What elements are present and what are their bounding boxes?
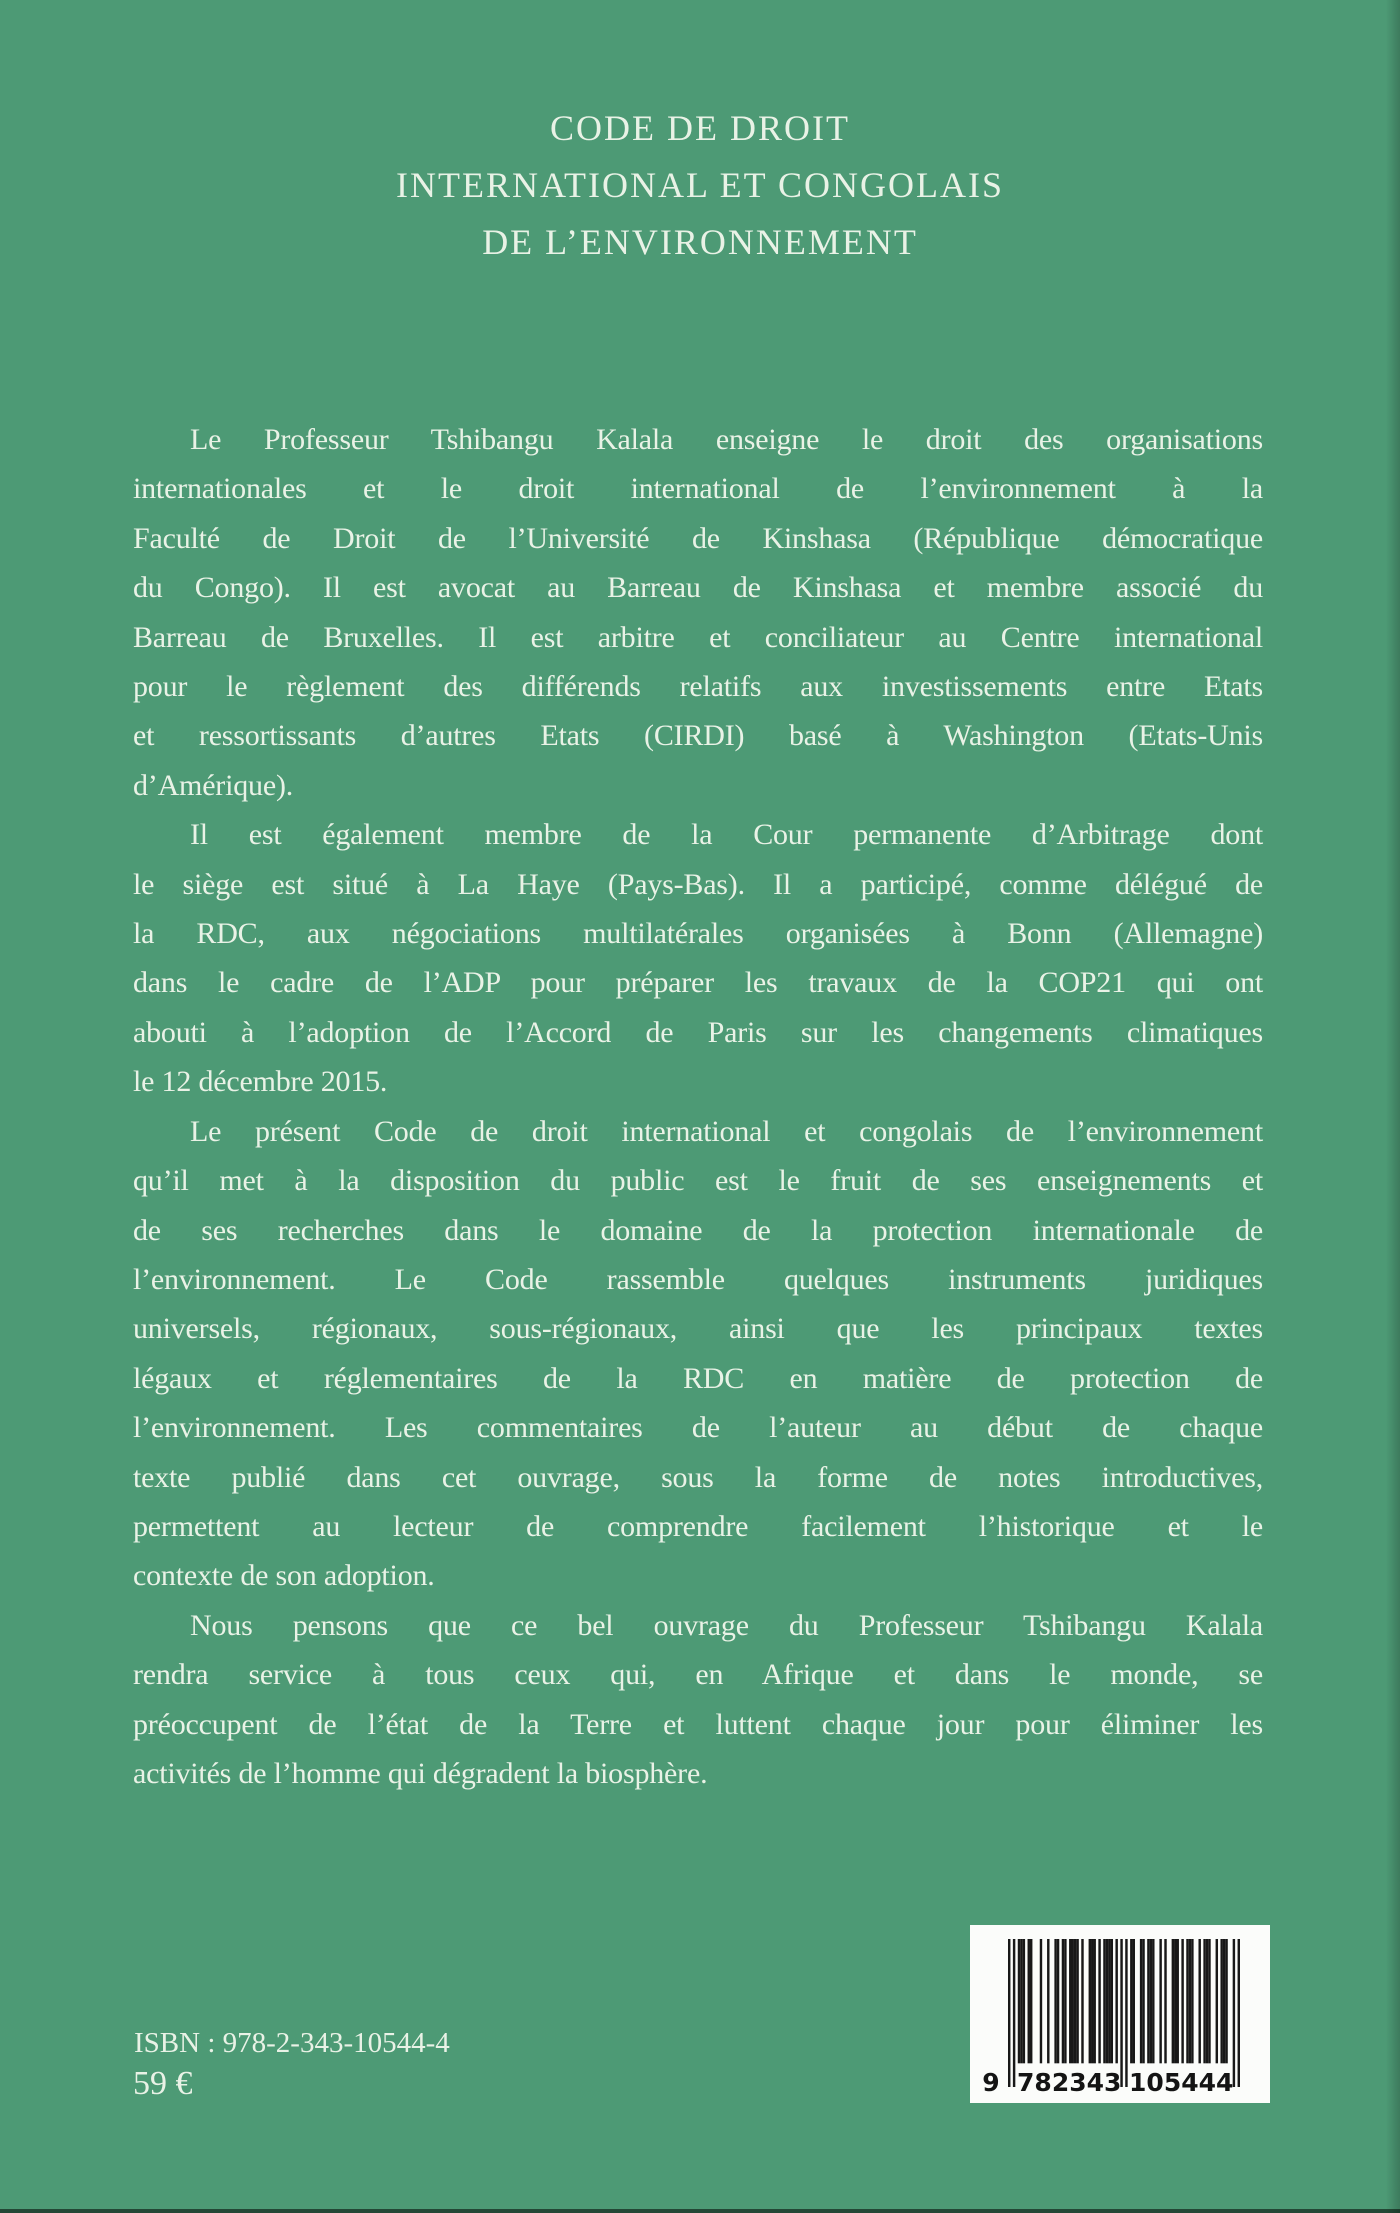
isbn-text: ISBN : 978-2-343-10544-4 <box>134 2027 450 2059</box>
paragraph <box>133 415 1263 810</box>
title-line-2: INTERNATIONAL ET CONGOLAIS <box>396 165 1004 205</box>
body-line: le 12 décembre 2015. <box>133 1065 388 1099</box>
barcode-digit: 3 <box>1104 2068 1122 2097</box>
barcode <box>970 1925 1270 2103</box>
body-line: internationales et le droit international de l’environnement à la <box>133 472 1263 506</box>
barcode-digit: 4 <box>1198 2068 1217 2097</box>
body-line: d’Amérique). <box>133 768 294 802</box>
body-line: Le présent Code de droit international et congolais de l’environnement <box>190 1114 1263 1148</box>
body-line: le siège est situé à La Haye (Pays-Bas). Il a participé, comme délégué de <box>133 867 1263 901</box>
body-line: rendra service à tous ceux qui, en Afrique et dans le monde, se <box>133 1658 1263 1692</box>
body-line: activités de l’homme qui dégradent la biosphère. <box>133 1756 708 1790</box>
body-line: du Congo). Il est avocat au Barreau de Kinshasa et membre associé du <box>133 571 1263 605</box>
back-cover-blurb <box>133 415 1263 1798</box>
barcode-digit: 7 <box>1017 2068 1035 2097</box>
body-line: permettent au lecteur de comprendre facilement l’historique et le <box>133 1509 1263 1543</box>
title-block <box>0 100 1400 271</box>
body-line: dans le cadre de l’ADP pour préparer les travaux de la COP21 qui ont <box>133 966 1263 1000</box>
barcode-digit: 0 <box>1146 2068 1164 2097</box>
barcode-digit: 8 <box>1034 2068 1052 2097</box>
body-line: Nous pensons que ce bel ouvrage du Professeur Tshibangu Kalala <box>190 1608 1263 1642</box>
barcode-digit: 3 <box>1069 2068 1087 2097</box>
body-line: l’environnement. Les commentaires de l’auteur au début de chaque <box>133 1411 1263 1445</box>
title-line-1: CODE DE DROIT <box>550 108 850 148</box>
barcode-digit: 4 <box>1086 2068 1105 2097</box>
body-line: Il est également membre de la Cour permanente d’Arbitrage dont <box>190 818 1263 852</box>
barcode-digit: 1 <box>1129 2068 1147 2097</box>
body-line: Barreau de Bruxelles. Il est arbitre et conciliateur au Centre international <box>133 620 1263 654</box>
barcode-right-digits <box>1129 2062 1234 2097</box>
bottom-edge-shadow <box>0 2209 1400 2213</box>
right-edge-shadow <box>1386 0 1400 2213</box>
body-line: pour le règlement des différends relatifs aux investissements entre Etats <box>133 670 1263 704</box>
body-line: légaux et réglementaires de la RDC en matière de protection de <box>133 1361 1263 1395</box>
price-text: 59 € <box>133 2065 193 2102</box>
body-line: universels, régionaux, sous-régionaux, ainsi que les principaux textes <box>133 1312 1263 1346</box>
body-line: contexte de son adoption. <box>133 1559 435 1593</box>
body-line: préoccupent de l’état de la Terre et luttent chaque jour pour éliminer les <box>133 1707 1263 1741</box>
body-line: l’environnement. Le Code rassemble quelques instruments juridiques <box>133 1262 1263 1296</box>
body-line: de ses recherches dans le domaine de la protection internationale de <box>133 1213 1263 1247</box>
body-line: et ressortissants d’autres Etats (CIRDI) basé à Washington (Etats-Unis <box>133 719 1263 753</box>
paragraph <box>133 1601 1263 1799</box>
body-line: la RDC, aux négociations multilatérales organisées à Bonn (Allemagne) <box>133 917 1263 951</box>
barcode-first-digit: 9 <box>982 2068 1000 2097</box>
body-line: texte publié dans cet ouvrage, sous la forme de notes introductives, <box>133 1460 1263 1494</box>
barcode-digit: 5 <box>1163 2068 1182 2097</box>
barcode-digit: 4 <box>1181 2068 1199 2097</box>
title-line-3: DE L’ENVIRONNEMENT <box>482 222 918 262</box>
barcode-digit: 4 <box>1216 2068 1234 2097</box>
paragraph <box>133 810 1263 1106</box>
barcode-left-digits <box>1017 2062 1122 2097</box>
body-line: Faculté de Droit de l’Université de Kinshasa (République démocratique <box>133 521 1263 555</box>
paragraph <box>133 1107 1263 1601</box>
body-line: Le Professeur Tshibangu Kalala enseigne le droit des organisations <box>190 423 1263 456</box>
barcode-digit: 2 <box>1051 2068 1070 2097</box>
body-line: qu’il met à la disposition du public est le fruit de ses enseignements et <box>133 1164 1263 1198</box>
body-line: abouti à l’adoption de l’Accord de Paris sur les changements climatiques <box>133 1015 1263 1049</box>
